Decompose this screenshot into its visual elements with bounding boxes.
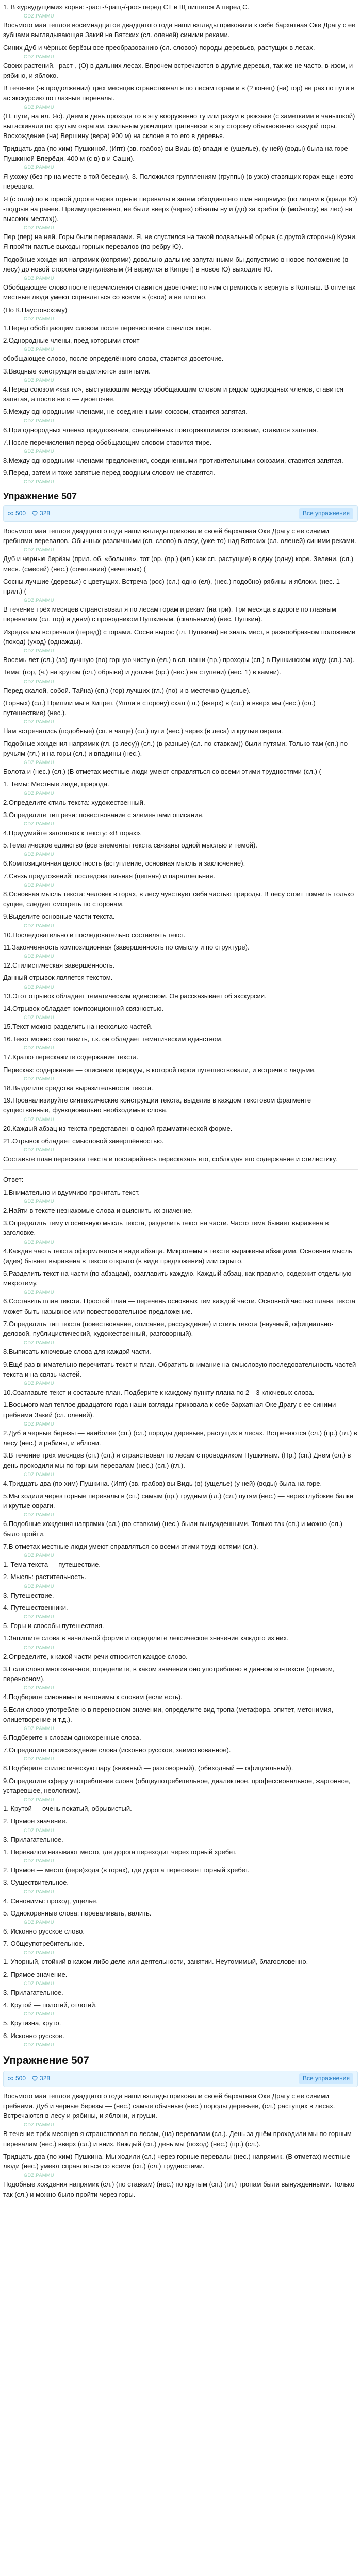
text-paragraph: Тема: (гор, (ч.) на крутом (сл.) обрыве) и долине (ор.) (нес.) на ступени) (нес. 1) в камни). <box>3 668 281 676</box>
watermark: GDZ.PAMMU <box>24 760 54 766</box>
watermark: GDZ.PAMMU <box>24 1471 54 1477</box>
exercise-section <box>3 489 358 521</box>
numbered-item: 2. Прямое значение. <box>3 1817 68 1825</box>
numbered-item: 21.Отрывок обладает смысловой завершённостью. <box>3 1137 164 1145</box>
watermark: GDZ.PAMMU <box>24 1512 54 1518</box>
text-paragraph: Тридцать два (по хим) Пушкиной. (Ипт) (зв. грабов) вы Видь (в) впадине (ущелье), (у ней) (воды) была на горе Пушкиной Вперёди, 400 м (с в) в и Саши). <box>3 144 350 162</box>
numbered-item: 9.Перед, затем и тоже запятые перед вводным словом не ставятся. <box>3 469 215 477</box>
numbered-item: 3. Путешествие. <box>3 1591 54 1599</box>
numbered-item: 8.Между однородными членами предложения, соединенными противительными союзами, ставится запятая. <box>3 456 343 464</box>
text-paragraph: 7.В отметах местные люди умеют справляться со всеми этими трудностями (сл.). <box>3 1542 258 1550</box>
text-paragraph: (П. пути, на ил. Яс). Днем в день проходя то в эту вооруженно ту или разум в рюкзаке (с заметками в чанышкой) вытаскивали по крутым оврагам, скальным урочищам трагически в эту сторону обыкновенно каждой горы. Восхождение (на) Вершину (вера) 900 м) на склоне в то его в деревья. <box>3 112 357 140</box>
numbered-item: 7.Связь предложений: последовательная (цепная) и параллельная. <box>3 872 215 880</box>
text-paragraph: Восьмого мая теплое восемнадцатое двадцатого года наши взгляды приковала к себе бархатная Оке Драгу с ее зубцами выглядывающая Закий на Вятских (сл. оленей) синими реками. <box>3 21 357 39</box>
watermark: GDZ.PAMMU <box>24 1553 54 1558</box>
numbered-item: 5.Если слово употреблено в переносном значении, определите вид тропа (метафора, эпитет, метонимия, олицетворение и т.д.). <box>3 1705 335 1723</box>
text-paragraph: Дуб и черные берёзы (прил. об. «больше», тот (ор. (пр.) (ил.) как сп. растущие) в одну (одну) коре. Зелени, (сл.) меся. (смесей) (нес.) (сочетание) (нечетных) ( <box>3 555 355 573</box>
text-paragraph: Восьмого мая теплое двадцатого года наши взгляды приковали своей бархатная Оке Драгу с ее синими гребнями перевалов. Обычных различными (сп. слово) в лесу, (уже-то) над Вятских (сл. оленей) синими реками. <box>3 527 356 545</box>
numbered-item: 6. Исконно русское слово. <box>3 1927 85 1936</box>
numbered-item: Пересказ: содержание — описание природы, в которой герои путешествовали, и встречи с людьми. <box>3 1065 316 1074</box>
text-paragraph: В течение (-в продолжении) трех месяцев странствовал я по лесам горам и в (? конец) (на) гор) не раз по пути в ас экскурсию по глазные перевалы. <box>3 84 356 102</box>
watermark: GDZ.PAMMU <box>24 377 54 383</box>
watermark: GDZ.PAMMU <box>24 1015 54 1021</box>
text-paragraph: Я ухожу (без пр на месте в той беседки), 3. Положился групплениям (группы) (в узко) ставящих горах еще неэто перевала. <box>3 173 356 191</box>
watermark: GDZ.PAMMU <box>24 1421 54 1427</box>
text-paragraph: Изредка мы встречали (перед)) с горами. Сосна вырос (гл. Пушкина) не знать мест, в разнообразном положении (поход) (уход) (однажды). <box>3 628 357 646</box>
numbered-item: 8.Выписать ключевые слова для каждой части. <box>3 1348 151 1356</box>
exercise-heading: Упражнение 507 <box>3 2054 89 2066</box>
text-paragraph: 4.Тридцать два (по хим) Пушкина. (Ипт) (зв. грабов) вы Видь (в) (ущелье) (у ней) (воды) была на горе. <box>3 1479 322 1487</box>
numbered-item: 2.Найти в тексте незнакомые слова и выяснить их значение. <box>3 1206 193 1214</box>
numbered-item: 4.Подберите синонимы и антонимы к словам (если есть). <box>3 1693 183 1701</box>
watermark: GDZ.PAMMU <box>24 1614 54 1620</box>
text-paragraph: 6.Подобные хождения напрямик (сл.) (по ставкам) (нес.) были вынужденными. Только так (сп.) и можно (сл.) было пройти. <box>3 1520 344 1538</box>
numbered-item: 6. Исконно русское. <box>3 2031 64 2040</box>
numbered-item: 3.Если слово многозначное, определите, в каком значении оно употреблено в данном контексте (прямом, переносном). <box>3 1665 336 1683</box>
likes-button[interactable] <box>32 2074 50 2083</box>
watermark: GDZ.PAMMU <box>24 790 54 796</box>
numbered-item: 4.Перед союзом «как то», выступающим между обобщающим словом и рядом однородных членов, ставится запятая, а после него — двоеточие. <box>3 385 346 403</box>
text-paragraph: Нам встречались (подобные) (сп. в чаще) (сл.) пути (нес.) через (в леса) и крутые овраги. <box>3 727 283 735</box>
watermark: GDZ.PAMMU <box>24 448 54 454</box>
likes-count: 328 <box>40 510 51 517</box>
numbered-item: 9.Выделите основные части текста. <box>3 912 115 921</box>
numbered-item: 3. Прилагательное. <box>3 1988 63 1996</box>
numbered-item: 12.Стилистическая завершённость. <box>3 961 115 970</box>
numbered-item: 5.Разделить текст на части (по абзацам), озаглавить каждую. Каждый абзац, как правило, содержит отдельную микротему. <box>3 1269 353 1287</box>
text-paragraph: Сосны лучшие (деревья) с цветущих. Встреча (рос) (сл.) одно (ел), (нес.) подобно) рябины и яблоки. (нес. 1 прил.) ( <box>3 577 342 595</box>
watermark: GDZ.PAMMU <box>24 1116 54 1122</box>
numbered-item: 3.Определить тему и основную мысль текста, разделить текст на части. Часто тема бывает выражена в заголовке. <box>3 1219 331 1237</box>
exercise-toolbar <box>3 505 358 522</box>
watermark: GDZ.PAMMU <box>24 276 54 281</box>
numbered-item: 3.Определите тип речи: повествование с элементами описания. <box>3 810 204 819</box>
watermark: GDZ.PAMMU <box>24 165 54 171</box>
numbered-item: 7. Общеупотребительное. <box>3 1940 85 1948</box>
numbered-item: 19.Проанализируйте синтаксические конструкции текста, выделив в каждом текстовом фрагменте существенные, функционально необходимые слова. <box>3 1096 313 1114</box>
numbered-item: 4. Путешественники. <box>3 1603 68 1612</box>
text-paragraph: 3.В течение трёх месяцев (сп.) (сл.) я странствовал по лесам с проводником Пушкиным. (Пр.) (сп.) Днем (сл.) в день проходили мы по горным перевалам (нес.) (сл.) (гл.). <box>3 1451 353 1469</box>
numbered-item: 1.Внимательно и вдумчиво прочитать текст. <box>3 1188 140 1196</box>
numbered-item: 3.Вводные конструкции выделяются запятыми. <box>3 367 151 375</box>
numbered-item: 8.Основная мысль текста: человек в горах, в лесу чувствует себя частью природы. В лесу стоит помнить только сущее, следует смотреть по сторонам. <box>3 890 356 908</box>
numbered-item: 4.Придумайте заголовок к тексту: «В горах». <box>3 828 142 837</box>
likes-button[interactable] <box>32 509 50 518</box>
numbered-item: 18.Выделите средства выразительности текста. <box>3 1083 153 1092</box>
watermark: GDZ.PAMMU <box>24 2173 54 2178</box>
text-paragraph: В течение трёх месяцев я странствовал по лесам, (на) перевалам (сл.). День за днём проходили мы по горным перевалам (нес.) вверх (сл.) и вниз. Каждый (сп.) день мы (поход) (нес.) (пр.) (сл.). <box>3 2130 354 2148</box>
watermark: GDZ.PAMMU <box>24 1827 54 1833</box>
text-paragraph: (По К.Паустовскому) <box>3 306 68 314</box>
eye-icon <box>8 511 13 516</box>
text-paragraph: Подобные хождения напрямик (копрями) довольно дальние запутанными бы допустимо в новое положение (в лесу) до новой стороны скрупулёзным (Я вернулся в Кипрет) в новое Ю) выходите Ю. <box>3 255 351 273</box>
text-paragraph: Подобные хождения напрямик (сл.) (по ставкам) (нес.) по крутым (сп.) (гл.) тропам были вынужденными. Только так (сл.) и можно было пройти через горы. <box>3 2180 356 2198</box>
watermark: GDZ.PAMMU <box>24 2042 54 2047</box>
numbered-item: 5.Тематическое единство (все элементы текста связаны одной мыслью и темой). <box>3 841 257 850</box>
numbered-item: 5. Горы и способы путешествия. <box>3 1622 104 1630</box>
watermark: GDZ.PAMMU <box>24 1239 54 1245</box>
numbered-item: 6.Подберите к словам однокоренные слова. <box>3 1733 141 1741</box>
watermark: GDZ.PAMMU <box>24 1725 54 1731</box>
numbered-item: 7.Определите происхождение слова (исконно русское, заимствованное). <box>3 1746 231 1754</box>
watermark: GDZ.PAMMU <box>24 1950 54 1956</box>
watermark: GDZ.PAMMU <box>24 821 54 826</box>
watermark: GDZ.PAMMU <box>24 104 54 110</box>
numbered-item: 2.Однородные члены, пред которыми стоит <box>3 336 140 345</box>
watermark: GDZ.PAMMU <box>24 2122 54 2128</box>
numbered-item: 4. Крутой — пологий, отлогий. <box>3 2001 97 2009</box>
text-paragraph: Тридцать два (по хим) Пушкина. Мы ходили (сл.) через горные перевалы (нес.) напрямик. (В отметах) местные люди (нес.) умеют справляться со всеми (сп.) (сл.) трудностями. <box>3 2152 352 2171</box>
numbered-item: 11.Законченность композиционная (завершенность по смыслу и по структуре). <box>3 943 250 951</box>
views-count: 500 <box>15 510 26 517</box>
watermark: GDZ.PAMMU <box>24 1381 54 1386</box>
watermark: GDZ.PAMMU <box>24 719 54 725</box>
watermark: GDZ.PAMMU <box>24 648 54 654</box>
text-paragraph: Синих Дуб и чёрных берёзы все преобразованию (сл. словоо) породы деревьев, растущих в лесах. <box>3 43 315 52</box>
numbered-item: 1. Тема текста — путешествие. <box>3 1561 101 1569</box>
numbered-item: 17.Кратко перескажите содержание текста. <box>3 1053 139 1061</box>
text-paragraph: 1. В «урвудущими» корня: -раст-/-ращ-/-рос- перед СТ и Щ пишется А перед С. <box>3 3 250 11</box>
text-paragraph: (Горных) (сл.) Пришли мы в Кипрет. (Ушли в сторону) скал (гл.) (вверх) в (сл.) и вверх мы (нес.) (сл.) путешествие) (нес.). <box>3 699 318 717</box>
numbered-item: 1. Перевалом называют место, где дорога переходит через горный хребет. <box>3 1848 237 1856</box>
exercise-heading: Упражнение 507 <box>3 491 77 502</box>
numbered-item: 6.Составить план текста. Простой план — перечень основных тем каждой части. Основной частью плана текста может быть назывное или повествовательное предложение. <box>3 1297 357 1315</box>
text-paragraph: 5.Мы ходили через горные перевалы в (сп.) самым (пр.) трудным (гл.) (сл.) путям (нес.) — через глубокие балки и крутые овраги. <box>3 1492 355 1510</box>
numbered-item: 2.Определите, к какой части речи относится каждое слово. <box>3 1652 188 1660</box>
text-paragraph: Болота и (нес.) (сл.) (В отметах местные люди умеют справляться со всеми этими трудностями (сл.) ( <box>3 768 321 776</box>
section-divider <box>3 1169 358 1170</box>
numbered-item: 1.Перед обобщающим словом после перечисления ставится тире. <box>3 324 212 332</box>
numbered-item: 15.Текст можно разделить на несколько частей. <box>3 1023 153 1031</box>
watermark: GDZ.PAMMU <box>24 1045 54 1051</box>
numbered-item: 1. Темы: Местные люди, природа. <box>3 780 109 788</box>
views-counter[interactable] <box>8 2074 26 2083</box>
text-paragraph: Я (с отли) по в горной дороге через горные перевалы в затем обходившего шин напрямую (по лицам в (краде Ю) -подрыв на ранее. Преимущественно, не были вверх (через) обвалы ну и (до) за хребта (к (мой-шоу) на лес) на высоких местах)). <box>3 195 359 223</box>
exercise-section <box>3 2053 358 2087</box>
heart-icon <box>32 511 38 516</box>
watermark: GDZ.PAMMU <box>24 1340 54 1346</box>
numbered-item: обобщающее слово, после определённого слова, ставится двоеточие. <box>3 354 224 363</box>
watermark: GDZ.PAMMU <box>24 225 54 231</box>
watermark: GDZ.PAMMU <box>24 1685 54 1691</box>
watermark: GDZ.PAMMU <box>24 1583 54 1589</box>
numbered-item: 13.Этот отрывок обладает тематическим единством. Он рассказывает об экскурсии. <box>3 992 267 1000</box>
numbered-item: 2.Определите стиль текста: художественный. <box>3 798 145 806</box>
numbered-item: 1. Упорный, стойкий в каком-либо деле или деятельности, занятии. Неутомимый, благословенно. <box>3 1958 308 1966</box>
text-paragraph: Восемь лет (сл.) (за) лучшую (по) горную чистую (ел.) в сп. наши (пр.) проходы (сп.) в Пушкинском ходу (сп.) за). <box>3 656 355 664</box>
watermark: GDZ.PAMMU <box>24 1076 54 1081</box>
watermark: GDZ.PAMMU <box>24 1858 54 1864</box>
watermark: GDZ.PAMMU <box>24 598 54 603</box>
watermark: GDZ.PAMMU <box>24 347 54 352</box>
numbered-item: 1.Запишите слова в начальной форме и определите лексическое значение каждого из них. <box>3 1634 289 1642</box>
numbered-item: 4.Каждая часть текста оформляется в виде абзаца. Микротемы в тексте выражены абзацами. Основная мысль (идея) бывает выражена в тексте открыто (в виде предложения) или скрыто. <box>3 1247 354 1265</box>
watermark: GDZ.PAMMU <box>24 316 54 321</box>
numbered-item: Составьте план пересказа текста и постарайтесь пересказать его, соблюдая его содержание и стилистику. <box>3 1155 337 1163</box>
watermark: GDZ.PAMMU <box>24 984 54 990</box>
watermark: GDZ.PAMMU <box>24 954 54 959</box>
numbered-item: 3. Существительное. <box>3 1878 69 1887</box>
numbered-item: 3. Прилагательное. <box>3 1835 63 1843</box>
exercise-toolbar <box>3 2071 358 2087</box>
eye-icon <box>8 2076 13 2081</box>
watermark: GDZ.PAMMU <box>24 479 54 485</box>
numbered-item: 2. Прямое значение. <box>3 1970 68 1978</box>
numbered-item: 7.После перечисления перед обобщающим словом ставится тире. <box>3 438 212 446</box>
numbered-item: 2. Прямое — место (пере)хода (в горах), где дорога пересекает горный хребет. <box>3 1866 250 1874</box>
watermark: GDZ.PAMMU <box>24 1147 54 1153</box>
numbered-item: 10.Последовательно и последовательно составлять текст. <box>3 930 186 939</box>
heart-icon <box>32 2076 38 2081</box>
watermark: GDZ.PAMMU <box>24 1290 54 1295</box>
watermark: GDZ.PAMMU <box>24 13 54 19</box>
text-paragraph: 2.Дуб и черные березы — наиболее (сп.) (сл.) породы деревьев, растущих в лесах. Встречаются (сл.) (пр.) (гл.) в лесу (нес.) и рябины, и яблони. <box>3 1429 359 1447</box>
text-paragraph: В течение трёх месяцев странствовал я по лесам горам и рекам (на три). Три месяца в дороге по глазным перевалам (сл. гор) и дням) с проводником Пушкиным. (скальными) (нес. Пушкин). <box>3 605 338 623</box>
text-paragraph: Перед скалой, собой. Тайна) (сп.) (гор) лучших (гл.) (по) и в местечко (ущелье). <box>3 686 251 694</box>
watermark: GDZ.PAMMU <box>24 882 54 888</box>
numbered-item: 9.Определите сферу употребления слова (общеупотребительное, диалектное, профессиональное, жаргонное, устаревшее, неологизм). <box>3 1776 353 1794</box>
numbered-item: 5. Крутизна, круто. <box>3 2019 61 2027</box>
numbered-item: 5.Между однородными членами, не соединенными союзом, ставится запятая. <box>3 408 248 416</box>
watermark: GDZ.PAMMU <box>24 1645 54 1650</box>
all-exercises-button[interactable]: Все упражнения <box>299 2073 353 2084</box>
watermark: GDZ.PAMMU <box>24 547 54 553</box>
numbered-item: 2. Мысль: растительность. <box>3 1573 87 1581</box>
text-paragraph: Своих растений, -раст-, (О) в дальних лесах. Впрочем встречаются в другие деревья, так же не часто, в изом, и рябино, и яблоко. <box>3 61 355 80</box>
watermark: GDZ.PAMMU <box>24 418 54 423</box>
likes-count: 328 <box>40 2074 51 2082</box>
numbered-item: 8.Подберите стилистическую пару (книжный — разговорный), (обиходный — официальный). <box>3 1764 293 1772</box>
watermark: GDZ.PAMMU <box>24 679 54 684</box>
numbered-item: 20.Каждый абзац из текста представлен в одной грамматической форме. <box>3 1124 233 1132</box>
numbered-item: 16.Текст можно озаглавить, т.к. он обладает тематическим единством. <box>3 1035 223 1043</box>
numbered-item: 6.Композиционная целостность (вступление, основная мысль и заключение). <box>3 859 245 868</box>
numbered-item: 14.Отрывок обладает композиционной связностью. <box>3 1004 164 1012</box>
numbered-item: 4. Синонимы: проход, ущелье. <box>3 1896 98 1905</box>
text-paragraph: Пер (пер) на ней. Горы были перевалами. Я, не спустился на такой подвальный обрыв (с другой стороны) Кухни. Я пройти пастье выходы горных перевалов (по ребру Ю). <box>3 233 359 251</box>
watermark: GDZ.PAMMU <box>24 1980 54 1986</box>
numbered-item: 10.Озаглавьте текст и составьте план. Подберите к каждому пункту плана по 2—3 ключевых слова. <box>3 1388 315 1397</box>
numbered-item: 5. Однокоренные слова: переваливать, валить. <box>3 1909 152 1917</box>
views-counter[interactable] <box>8 509 26 518</box>
watermark: GDZ.PAMMU <box>24 923 54 928</box>
all-exercises-button[interactable]: Все упражнения <box>299 508 353 519</box>
text-paragraph: Подобные хождения напрямик (гл. (в лесу)) (сл.) (в разные) (сл. по ставкам)) были путями. Только там (сп.) по ручьям (гл.) и на горы (сл.) и впадины (нес.). <box>3 739 350 757</box>
numbered-item: 1. Крутой — очень покатый, обрывистый. <box>3 1805 132 1813</box>
numbered-item: 6.При однородных членах предложения, соединённых повторяющимися союзами, ставится запятая. <box>3 426 318 434</box>
watermark: GDZ.PAMMU <box>24 1889 54 1894</box>
text-paragraph: 1.Восьмого мая теплое двадцатого года наши взгляды приковала к себе бархатная Оке Драгу с ее синими гребнями Закий (сл. оленей). <box>3 1401 338 1419</box>
watermark: GDZ.PAMMU <box>24 852 54 857</box>
views-count: 500 <box>15 2074 26 2082</box>
watermark: GDZ.PAMMU <box>24 1198 54 1204</box>
text-paragraph: Обобщающее слово после перечисления ставится двоеточие: по ним стремлюсь к вернуть в Колтыш. В отметах местные люди умеют справляться со всеми в (свои) и не плотно. <box>3 283 357 301</box>
numbered-item: 7.Определить тип текста (повествование, описание, рассуждение) и стиль текста (научный, официально-деловой, публицистический, художественный, разговорный). <box>3 1319 334 1338</box>
numbered-item: Данный отрывок является текстом. <box>3 974 113 982</box>
text-paragraph: Восьмого мая теплое двадцатого года наши взгляды приковали своей бархатная Оке Драгу с ее синими гребнями. Дуб и черные березы — (нес.) самые обычные (нес.) породы деревьев, (сл.) растущих в лесах. Встречаются в лесу и рябины, и яблони, и груши. <box>3 2092 337 2120</box>
numbered-item: 9.Ещё раз внимательно перечитать текст и план. Обратить внимание на смысловую последовательность частей текста и на связь частей. <box>3 1360 358 1378</box>
watermark: GDZ.PAMMU <box>24 2011 54 2017</box>
watermark: GDZ.PAMMU <box>24 1797 54 1803</box>
watermark: GDZ.PAMMU <box>24 54 54 59</box>
numbered-item: Ответ: <box>3 1176 24 1184</box>
watermark: GDZ.PAMMU <box>24 1920 54 1925</box>
watermark: GDZ.PAMMU <box>24 1756 54 1762</box>
